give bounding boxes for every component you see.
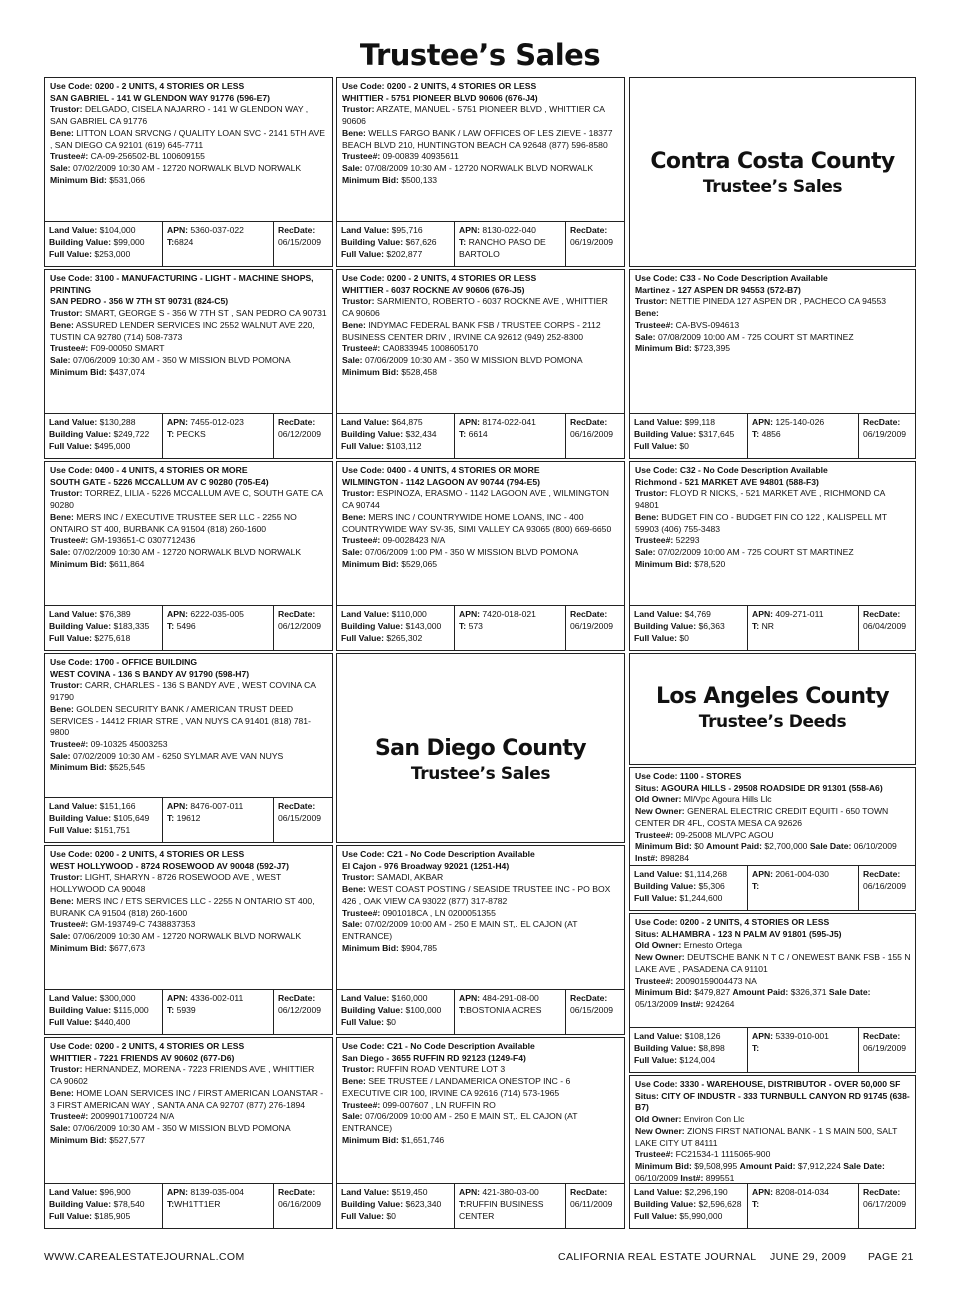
trustor-line: Trustor: HERNANDEZ, MORENA - 7223 FRIENDS AVE , WHITTIER CA 90602 bbox=[50, 1064, 315, 1087]
recdate-label: RecDate: bbox=[278, 225, 316, 235]
value-table bbox=[630, 1027, 915, 1072]
minimum-bid: Minimum Bid: $904,785 bbox=[342, 942, 438, 953]
apn: APN: 7420-018-021 bbox=[459, 609, 536, 619]
full-value: Full Value: $202,877 bbox=[341, 248, 423, 259]
county-title: San Diego County bbox=[374, 736, 587, 761]
trustor-line: Trustor: TORREZ, LILIA - 5226 MCCALLUM AVE C, SOUTH GATE CA 90280 bbox=[50, 488, 323, 511]
building-value: Building Value: $67,626 bbox=[341, 236, 437, 247]
apn: APN: 6222-035-005 bbox=[167, 609, 244, 619]
listing-details bbox=[337, 270, 624, 378]
bene-line: Bene: WELLS FARGO BANK / LAW OFFICES OF LES ZIEVE - 18377 BEACH BLVD 210, HUNTINGTON BEACH CA 92648 (877) 596-8580 bbox=[342, 127, 613, 150]
use-code: Use Code: 1700 - OFFICE BUILDING bbox=[50, 657, 198, 667]
use-code: Use Code: 0200 - 2 UNITS, 4 STORIES OR LESS bbox=[635, 917, 830, 927]
sale-info: Sale: 07/02/2009 10:00 AM - 725 COURT ST MARTINEZ bbox=[635, 546, 854, 557]
county-title: Los Angeles County bbox=[655, 684, 890, 709]
land-value: Land Value: $151,166 bbox=[49, 801, 136, 811]
trustee-number: Trustee#: 099-007607 , LN RUFFIN RO bbox=[342, 1099, 496, 1110]
land-value: Land Value: $99,118 bbox=[634, 417, 716, 427]
tract: T: 4856 bbox=[752, 428, 781, 439]
property-address: WILMINGTON - 1142 LAGOON AV 90744 (794-E5) bbox=[342, 476, 541, 487]
apn: APN: 5360-037-022 bbox=[167, 225, 244, 235]
land-value: Land Value: $76,389 bbox=[49, 609, 131, 619]
minimum-bid: Minimum Bid: $531,066 bbox=[50, 174, 146, 185]
use-code: Use Code: C32 - No Code Description Available bbox=[635, 465, 828, 475]
land-value: Land Value: $110,000 bbox=[341, 609, 427, 619]
sale-info: Sale: 07/08/2009 10:00 AM - 725 COURT ST MARTINEZ bbox=[635, 331, 854, 342]
trustor-line: Trustor: NETTIE PINEDA 127 ASPEN DR , PACHECO CA 94553 bbox=[635, 296, 887, 307]
recdate: 06/04/2009 bbox=[863, 620, 907, 631]
trustee-number: Trustee#: 09-25008 ML/VPC AGOU bbox=[635, 829, 774, 840]
trustee-number: Trustee#: F09-00050 SMART bbox=[50, 343, 165, 354]
building-value: Building Value: $5,306 bbox=[634, 880, 725, 891]
apn: APN: 5339-010-001 bbox=[752, 1031, 829, 1041]
trustor-line: Trustor: SAMADI, AKBAR bbox=[342, 872, 444, 883]
value-table bbox=[337, 605, 624, 650]
san-diego-heading bbox=[336, 653, 625, 843]
new-owner: New Owner: GENERAL ELECTRIC CREDIT EQUITI - 650 TOWN CENTER DR 4FL, COSTA MESA CA 92626 bbox=[635, 806, 889, 828]
minimum-bid: Minimum Bid: $1,651,746 bbox=[342, 1134, 445, 1145]
listing-card bbox=[44, 1037, 333, 1229]
value-table bbox=[45, 221, 332, 266]
full-value: Full Value: $265,302 bbox=[341, 632, 423, 643]
footer-website: WWW.CAREALESTATEJOURNAL.COM bbox=[44, 1251, 245, 1263]
use-code: Use Code: 0200 - 2 UNITS, 4 STORIES OR LESS bbox=[50, 849, 245, 859]
bene-line: Bene: BUDGET FIN CO - BUDGET FIN CO 122 , KALISPELL MT 59903 (406) 755-3483 bbox=[635, 511, 887, 534]
bid-paid-line: Minimum Bid: $479,827 Amount Paid: $326,371 Sale Date: 05/13/2009 Inst#: 924264 bbox=[635, 987, 871, 1009]
apn: APN: 484-291-08-00 bbox=[459, 993, 539, 1003]
bene-line: Bene: ASSURED LENDER SERVICES INC 2552 WALNUT AVE 220, TUSTIN CA 92780 (714) 508-7373 bbox=[50, 319, 315, 342]
deed-details bbox=[630, 768, 915, 865]
listing-details bbox=[337, 1038, 624, 1146]
sale-info: Sale: 07/06/2009 10:30 AM - 350 W MISSION BLVD POMONA bbox=[50, 354, 291, 365]
recdate-label: RecDate: bbox=[863, 1187, 901, 1197]
listing-details bbox=[45, 654, 332, 774]
building-value: Building Value: $115,000 bbox=[49, 1004, 149, 1015]
recdate-label: RecDate: bbox=[278, 801, 316, 811]
property-address: WHITTIER - 5751 PIONEER BLVD 90606 (676-J4) bbox=[342, 92, 538, 103]
trustor-line: Trustor: ESPINOZA, ERASMO - 1142 LAGOON AVE , WILMINGTON CA 90744 bbox=[342, 488, 609, 511]
property-address: Martinez - 127 ASPEN DR 94553 (572-B7) bbox=[635, 284, 801, 295]
tract: T:BOSTONIA ACRES bbox=[459, 1004, 542, 1015]
land-value: Land Value: $108,126 bbox=[634, 1031, 721, 1041]
trustor-line: Trustor: DELGADO, CISELA NAJARRO - 141 W GLENDON WAY , SAN GABRIEL CA 91776 bbox=[50, 104, 309, 127]
new-owner: New Owner: DEUTSCHE BANK N T C / ONEWEST BANK FSB - 155 N LAKE AVE , PASADENA CA 91101 bbox=[635, 952, 911, 974]
listing-details bbox=[337, 846, 624, 954]
trustee-number: Trustee#: CA-BVS-094613 bbox=[635, 319, 740, 330]
listing-details bbox=[45, 846, 332, 954]
recdate: 06/15/2009 bbox=[278, 812, 322, 823]
sale-info: Sale: 07/08/2009 10:30 AM - 12720 NORWALK BLVD NORWALK bbox=[342, 162, 594, 173]
minimum-bid: Minimum Bid: $527,577 bbox=[50, 1134, 146, 1145]
full-value: Full Value: $0 bbox=[341, 1016, 396, 1027]
recdate-label: RecDate: bbox=[863, 417, 901, 427]
full-value: Full Value: $124,004 bbox=[634, 1054, 716, 1065]
use-code: Use Code: 0200 - 2 UNITS, 4 STORIES OR LESS bbox=[50, 1041, 245, 1051]
tract: T: 6614 bbox=[459, 428, 488, 439]
trustee-number: Trustee#: FC21534-1 1115065-900 bbox=[635, 1149, 771, 1160]
recdate-label: RecDate: bbox=[863, 609, 901, 619]
page-title: Trustee’s Sales bbox=[359, 38, 601, 72]
recdate: 06/12/2009 bbox=[278, 620, 322, 631]
recdate-label: RecDate: bbox=[570, 1187, 608, 1197]
value-table bbox=[630, 865, 915, 910]
building-value: Building Value: $99,000 bbox=[49, 236, 145, 247]
old-owner: Old Owner: Ml/Vpc Agoura Hills Llc bbox=[635, 794, 772, 805]
use-code: Use Code: C33 - No Code Description Available bbox=[635, 273, 828, 283]
property-address: SAN GABRIEL - 141 W GLENDON WAY 91776 (596-E7) bbox=[50, 92, 271, 103]
recdate-label: RecDate: bbox=[863, 1031, 901, 1041]
section-title: Trustee’s Sales bbox=[410, 764, 551, 784]
bene-line: Bene: bbox=[635, 308, 659, 319]
sale-info: Sale: 07/02/2009 10:30 AM - 12720 NORWALK BLVD NORWALK bbox=[50, 162, 302, 173]
old-owner: Old Owner: Environ Con Llc bbox=[635, 1114, 745, 1125]
full-value: Full Value: $440,400 bbox=[49, 1016, 131, 1027]
deed-details bbox=[630, 914, 915, 1011]
building-value: Building Value: $2,596,628 bbox=[634, 1198, 742, 1209]
property-address: WHITTIER - 6037 ROCKNE AV 90606 (676-J5) bbox=[342, 284, 525, 295]
full-value: Full Value: $1,244,600 bbox=[634, 892, 723, 903]
listing-card bbox=[44, 77, 333, 267]
bene-line: Bene: SEE TRUSTEE / LANDAMERICA ONESTOP INC - 6 EXECUTIVE CIR 100, IRVINE CA 92616 (714) 573-1965 bbox=[342, 1076, 571, 1098]
apn: APN: 8208-014-034 bbox=[752, 1187, 829, 1197]
recdate: 06/15/2009 bbox=[570, 1004, 614, 1015]
full-value: Full Value: $185,905 bbox=[49, 1210, 131, 1221]
property-address: SOUTH GATE - 5226 MCCALLUM AV C 90280 (705-E4) bbox=[50, 476, 269, 487]
sale-info: Sale: 07/06/2009 10:30 AM - 350 W MISSION BLVD POMONA bbox=[342, 354, 583, 365]
listing-card bbox=[629, 269, 916, 459]
land-value: Land Value: $64,875 bbox=[341, 417, 423, 427]
use-code: Use Code: 0200 - 2 UNITS, 4 STORIES OR LESS bbox=[50, 81, 245, 91]
full-value: Full Value: $275,618 bbox=[49, 632, 131, 643]
value-table bbox=[45, 605, 332, 650]
apn: APN: 7455-012-023 bbox=[167, 417, 244, 427]
recdate: 06/19/2009 bbox=[570, 236, 614, 247]
apn: APN: 125-140-026 bbox=[752, 417, 825, 427]
property-address: WEST HOLLYWOOD - 8724 ROSEWOOD AV 90048 (592-J7) bbox=[50, 860, 289, 871]
recdate-label: RecDate: bbox=[278, 1187, 316, 1197]
minimum-bid: Minimum Bid: $437,074 bbox=[50, 366, 146, 377]
trustee-number: Trustee#: 09-10325 45003253 bbox=[50, 738, 168, 749]
use-code: Use Code: 3100 - MANUFACTURING - LIGHT - MACHINE SHOPS, PRINTING bbox=[50, 273, 314, 295]
contra-costa-heading bbox=[629, 77, 916, 267]
bene-line: Bene: GOLDEN SECURITY BANK / AMERICAN TRUST DEED SERVICES - 14412 FRIAR STRE , VAN NUYS CA 91401 (818) 781-9800 bbox=[50, 703, 311, 738]
building-value: Building Value: $100,000 bbox=[341, 1004, 442, 1015]
bid-paid-line: Minimum Bid: $0 Amount Paid: $2,700,000 Sale Date: 06/10/2009 Inst#: 898284 bbox=[635, 841, 897, 863]
land-value: Land Value: $160,000 bbox=[341, 993, 428, 1003]
building-value: Building Value: $183,335 bbox=[49, 620, 150, 631]
recdate: 06/19/2009 bbox=[863, 1042, 907, 1053]
deed-card bbox=[629, 767, 916, 911]
trustee-number: Trustee#: CA-09-256502-BL 100609155 bbox=[50, 151, 205, 162]
old-owner: Old Owner: Ernesto Ortega bbox=[635, 940, 742, 951]
recdate: 06/16/2009 bbox=[570, 428, 614, 439]
apn: APN: 4336-002-011 bbox=[167, 993, 244, 1003]
trustor-line: Trustor: CARR, CHARLES - 136 S BANDY AVE , WEST COVINA CA 91790 bbox=[50, 680, 316, 703]
value-table bbox=[630, 1183, 915, 1228]
trustee-number: Trustee#: 52293 bbox=[635, 535, 700, 546]
property-address: SAN PEDRO - 356 W 7TH ST 90731 (824-C5) bbox=[50, 296, 229, 307]
situs: Situs: ALHAMBRA - 123 N PALM AV 91801 (595-J5) bbox=[635, 928, 842, 939]
building-value: Building Value: $105,649 bbox=[49, 812, 150, 823]
trustee-number: Trustee#: CA0833945 1008605170 bbox=[342, 343, 479, 354]
tract: T:RUFFIN BUSINESS CENTER bbox=[459, 1198, 544, 1221]
use-code: Use Code: 0200 - 2 UNITS, 4 STORIES OR LESS bbox=[342, 273, 537, 283]
full-value: Full Value: $103,112 bbox=[341, 440, 422, 451]
tract: T:WH1TT1ER bbox=[167, 1198, 221, 1209]
recdate: 06/16/2009 bbox=[863, 880, 907, 891]
land-value: Land Value: $300,000 bbox=[49, 993, 136, 1003]
use-code: Use Code: 3330 - WAREHOUSE, DISTRIBUTOR - OVER 50,000 SF bbox=[635, 1079, 901, 1089]
deed-details bbox=[630, 1076, 915, 1184]
trustee-number: Trustee#: 0901018CA , LN 0200051355 bbox=[342, 907, 496, 918]
recdate-label: RecDate: bbox=[863, 869, 901, 879]
value-table bbox=[337, 989, 624, 1034]
sale-info: Sale: 07/06/2009 10:00 AM - 250 E MAIN ST,. EL CAJON (AT ENTRANCE) bbox=[342, 1111, 578, 1133]
los-angeles-heading bbox=[629, 653, 916, 765]
recdate-label: RecDate: bbox=[570, 225, 608, 235]
trustee-number: Trustee#: 20099017100724 N/A bbox=[50, 1111, 175, 1122]
bene-line: Bene: WEST COAST POSTING / SEASIDE TRUSTEE INC - PO BOX 426 , OAK VIEW CA 93022 (877) 317-8782 bbox=[342, 884, 611, 906]
apn: APN: 8130-022-040 bbox=[459, 225, 536, 235]
apn: APN: 8476-007-011 bbox=[167, 801, 244, 811]
listing-details bbox=[630, 270, 915, 355]
building-value: Building Value: $143,000 bbox=[341, 620, 442, 631]
situs: Situs: AGOURA HILLS - 29508 ROADSIDE DR 91301 (558-A6) bbox=[635, 782, 883, 793]
tract: T: bbox=[752, 880, 760, 891]
land-value: Land Value: $104,000 bbox=[49, 225, 136, 235]
recdate: 06/17/2009 bbox=[863, 1198, 907, 1209]
land-value: Land Value: $130,288 bbox=[49, 417, 136, 427]
trustee-number: Trustee#: 20090159004473 NA bbox=[635, 975, 757, 986]
minimum-bid: Minimum Bid: $525,545 bbox=[50, 762, 146, 773]
full-value: Full Value: $5,990,000 bbox=[634, 1210, 723, 1221]
listing-card bbox=[629, 461, 916, 651]
minimum-bid: Minimum Bid: $611,864 bbox=[50, 558, 145, 569]
value-table bbox=[45, 797, 332, 842]
listing-card bbox=[336, 461, 625, 651]
recdate: 06/11/2009 bbox=[570, 1198, 613, 1209]
tract: T: 19612 bbox=[167, 812, 201, 823]
section-title: Trustee’s Sales bbox=[702, 177, 843, 197]
apn: APN: 8139-035-004 bbox=[167, 1187, 244, 1197]
property-address: El Cajon - 976 Broadway 92021 (1251-H4) bbox=[342, 860, 510, 871]
minimum-bid: Minimum Bid: $500,133 bbox=[342, 174, 438, 185]
listing-card bbox=[44, 461, 333, 651]
land-value: Land Value: $2,296,190 bbox=[634, 1187, 728, 1197]
full-value: Full Value: $0 bbox=[634, 440, 689, 451]
sale-info: Sale: 07/02/2009 10:00 AM - 250 E MAIN ST,. EL CAJON (AT ENTRANCE) bbox=[342, 919, 578, 941]
value-table bbox=[630, 413, 915, 458]
listing-details bbox=[45, 270, 332, 378]
bene-line: Bene: MERS INC / EXECUTIVE TRUSTEE SER LLC - 2255 NO ONTAIRO ST 400, BURBANK CA 91504 (818) 260-1600 bbox=[50, 511, 297, 534]
trustee-number: Trustee#: 09-00839 40935611 bbox=[342, 151, 459, 162]
recdate: 06/16/2009 bbox=[278, 1198, 322, 1209]
building-value: Building Value: $32,434 bbox=[341, 428, 437, 439]
bene-line: Bene: INDYMAC FEDERAL BANK FSB / TRUSTEE CORPS - 2112 BUSINESS CENTER DRIV , IRVINE CA 92612 (949) 252-8300 bbox=[342, 319, 601, 342]
listing-card bbox=[44, 269, 333, 459]
trustor-line: Trustor: ARZATE, MANUEL - 5751 PIONEER BLVD , WHITTIER CA 90606 bbox=[342, 104, 605, 127]
bene-line: Bene: LITTON LOAN SRVCNG / QUALITY LOAN SVC - 2141 5TH AVE , SAN DIEGO CA 92101 (619) 645-7711 bbox=[50, 127, 325, 150]
use-code: Use Code: 1100 - STORES bbox=[635, 771, 742, 781]
trustor-line: Trustor: LIGHT, SHARYN - 8726 ROSEWOOD AVE , WEST HOLLYWOOD CA 90048 bbox=[50, 872, 282, 895]
apn: APN: 421-380-03-00 bbox=[459, 1187, 539, 1197]
value-table bbox=[45, 1183, 332, 1228]
bene-line: Bene: MERS INC / ETS SERVICES LLC - 2255 N ONTARIO ST 400, BURANK CA 91504 (818) 260-1600 bbox=[50, 895, 315, 918]
use-code: Use Code: C21 - No Code Description Available bbox=[342, 849, 535, 859]
building-value: Building Value: $8,898 bbox=[634, 1042, 725, 1053]
sale-info: Sale: 07/02/2009 10:30 AM - 12720 NORWALK BLVD NORWALK bbox=[50, 546, 302, 557]
apn: APN: 409-271-011 bbox=[752, 609, 824, 619]
use-code: Use Code: 0400 - 4 UNITS, 4 STORIES OR MORE bbox=[342, 465, 540, 475]
new-owner: New Owner: ZIONS FIRST NATIONAL BANK - 1 S MAIN 500, SALT LAKE CITY UT 84111 bbox=[635, 1125, 898, 1148]
property-address: San Diego - 3655 RUFFIN RD 92123 (1249-F4) bbox=[342, 1052, 526, 1063]
deed-card bbox=[629, 913, 916, 1073]
building-value: Building Value: $317,645 bbox=[634, 428, 735, 439]
footer-date: JUNE 29, 2009 bbox=[770, 1251, 847, 1263]
minimum-bid: Minimum Bid: $529,065 bbox=[342, 558, 438, 569]
recdate-label: RecDate: bbox=[278, 993, 316, 1003]
tract: T: NR bbox=[752, 620, 774, 631]
listing-details bbox=[45, 78, 332, 186]
listing-card bbox=[336, 77, 625, 267]
full-value: Full Value: $495,000 bbox=[49, 440, 131, 451]
bene-line: Bene: HOME LOAN SERVICES INC / FIRST AMERICAN LOANSTAR - 3 FIRST AMERICAN WAY , SANTA ANA CA 92707 (877) 276-1894 bbox=[50, 1087, 324, 1110]
bene-line: Bene: MERS INC / COUNTRYWIDE HOME LOANS, INC - 400 COUNTRYWIDE WAY SV-35, SIMI VALLEY CA 93065 (800) 669-6650 bbox=[342, 511, 612, 534]
use-code: Use Code: 0200 - 2 UNITS, 4 STORIES OR LESS bbox=[342, 81, 537, 91]
property-address: Richmond - 521 MARKET AVE 94801 (588-F3) bbox=[635, 476, 819, 487]
sale-info: Sale: 07/02/2009 10:30 AM - 6250 SYLMAR AVE VAN NUYS bbox=[50, 750, 284, 761]
apn: APN: 2061-004-030 bbox=[752, 869, 829, 879]
footer-journal: CALIFORNIA REAL ESTATE JOURNAL bbox=[558, 1251, 757, 1263]
minimum-bid: Minimum Bid: $723,395 bbox=[635, 343, 731, 354]
building-value: Building Value: $249,722 bbox=[49, 428, 150, 439]
trustor-line: Trustor: RUFFIN ROAD VENTURE LOT 3 bbox=[342, 1064, 506, 1075]
use-code: Use Code: C21 - No Code Description Available bbox=[342, 1041, 535, 1051]
full-value: Full Value: $0 bbox=[634, 632, 689, 643]
recdate: 06/12/2009 bbox=[278, 1004, 322, 1015]
listing-details bbox=[337, 78, 624, 186]
building-value: Building Value: $6,363 bbox=[634, 620, 725, 631]
tract: T: 5496 bbox=[167, 620, 196, 631]
recdate: 06/15/2009 bbox=[278, 236, 322, 247]
trustee-number: Trustee#: GM-193749-C 7438837353 bbox=[50, 919, 196, 930]
trustor-line: Trustor: SARMIENTO, ROBERTO - 6037 ROCKNE AVE , WHITTIER CA 90606 bbox=[342, 296, 608, 319]
property-address: WEST COVINA - 136 S BANDY AV 91790 (598-H7) bbox=[50, 668, 250, 679]
land-value: Land Value: $96,900 bbox=[49, 1187, 131, 1197]
listing-details bbox=[45, 1038, 332, 1146]
deed-card bbox=[629, 1075, 916, 1229]
footer-page-number: PAGE 21 bbox=[868, 1251, 914, 1263]
listing-card bbox=[44, 653, 333, 843]
land-value: Land Value: $4,769 bbox=[634, 609, 711, 619]
trustee-number: Trustee#: GM-193651-C 0307712436 bbox=[50, 535, 196, 546]
property-address: WHITTIER - 7221 FRIENDS AV 90602 (677-D6) bbox=[50, 1052, 235, 1063]
trustee-number: Trustee#: 09-0028423 N/A bbox=[342, 535, 446, 546]
listing-details bbox=[630, 462, 915, 570]
building-value: Building Value: $78,540 bbox=[49, 1198, 145, 1209]
minimum-bid: Minimum Bid: $528,458 bbox=[342, 366, 438, 377]
tract: T: 573 bbox=[459, 620, 483, 631]
value-table bbox=[45, 413, 332, 458]
recdate-label: RecDate: bbox=[570, 417, 608, 427]
tract: T: bbox=[752, 1042, 760, 1053]
value-table bbox=[630, 605, 915, 650]
situs: Situs: CITY OF INDUSTR - 333 TURNBULL CANYON RD 91745 (638-B7) bbox=[635, 1090, 910, 1113]
listing-card bbox=[44, 845, 333, 1035]
recdate: 06/12/2009 bbox=[278, 428, 322, 439]
value-table bbox=[337, 1183, 624, 1228]
listing-card bbox=[336, 845, 625, 1035]
sale-info: Sale: 07/06/2009 1:00 PM - 350 W MISSION BLVD POMONA bbox=[342, 546, 579, 557]
land-value: Land Value: $1,114,268 bbox=[634, 869, 727, 879]
sale-info: Sale: 07/06/2009 10:30 AM - 350 W MISSION BLVD POMONA bbox=[50, 1122, 291, 1133]
listing-card bbox=[336, 269, 625, 459]
apn: APN: 8174-022-041 bbox=[459, 417, 536, 427]
full-value: Full Value: $0 bbox=[341, 1210, 396, 1221]
recdate-label: RecDate: bbox=[278, 417, 316, 427]
listing-card bbox=[336, 1037, 625, 1229]
county-title: Contra Costa County bbox=[650, 149, 895, 174]
value-table bbox=[45, 989, 332, 1034]
value-table bbox=[337, 221, 624, 266]
listing-details bbox=[337, 462, 624, 570]
land-value: Land Value: $519,450 bbox=[341, 1187, 428, 1197]
trustor-line: Trustor: SMART, GEORGE S - 356 W 7TH ST , SAN PEDRO CA 90731 bbox=[50, 308, 327, 319]
minimum-bid: Minimum Bid: $78,520 bbox=[635, 558, 726, 569]
recdate-label: RecDate: bbox=[278, 609, 316, 619]
full-value: Full Value: $151,751 bbox=[49, 824, 131, 835]
sale-info: Sale: 07/06/2009 10:30 AM - 12720 NORWALK BLVD NORWALK bbox=[50, 930, 302, 941]
tract: T: PECKS bbox=[167, 428, 206, 439]
recdate-label: RecDate: bbox=[570, 609, 608, 619]
minimum-bid: Minimum Bid: $677,673 bbox=[50, 942, 146, 953]
tract: T: 5939 bbox=[167, 1004, 196, 1015]
trustor-line: Trustor: FLOYD R NICKS, - 521 MARKET AVE , RICHMOND CA 94801 bbox=[635, 488, 885, 511]
use-code: Use Code: 0400 - 4 UNITS, 4 STORIES OR MORE bbox=[50, 465, 248, 475]
building-value: Building Value: $623,340 bbox=[341, 1198, 442, 1209]
recdate: 06/19/2009 bbox=[863, 428, 907, 439]
land-value: Land Value: $95,716 bbox=[341, 225, 423, 235]
bid-paid-line: Minimum Bid: $9,508,995 Amount Paid: $7,912,224 Sale Date: 06/10/2009 Inst#: 899551 bbox=[635, 1160, 885, 1183]
value-table bbox=[337, 413, 624, 458]
listing-details bbox=[45, 462, 332, 570]
tract: T: bbox=[752, 1198, 760, 1209]
full-value: Full Value: $253,000 bbox=[49, 248, 131, 259]
recdate: 06/19/2009 bbox=[570, 620, 614, 631]
recdate-label: RecDate: bbox=[570, 993, 608, 1003]
tract: T: RANCHO PASO DE BARTOLO bbox=[459, 236, 546, 259]
tract: T:6824 bbox=[167, 236, 194, 247]
section-title: Trustee’s Deeds bbox=[698, 712, 847, 732]
